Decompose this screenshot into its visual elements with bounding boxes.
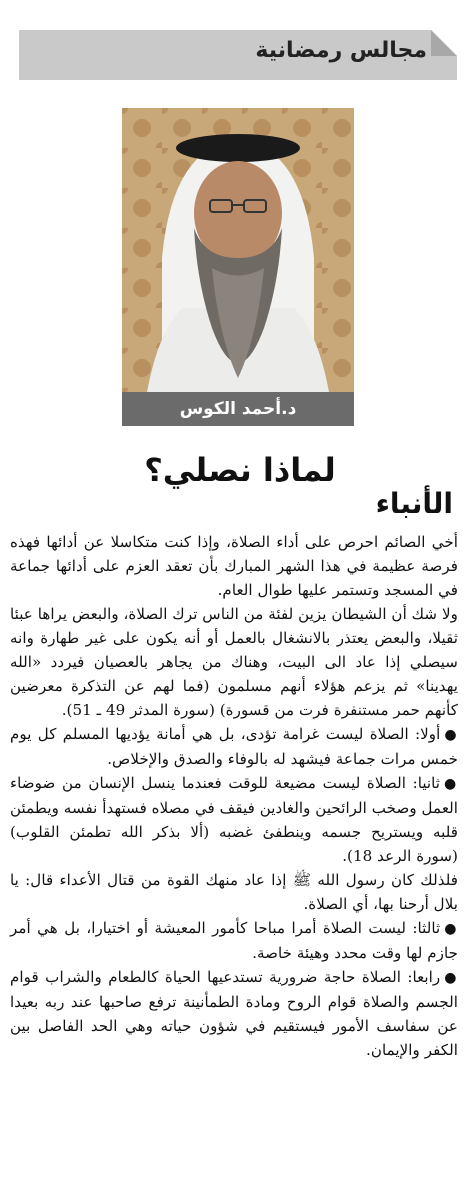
author-photo (122, 108, 354, 426)
list-item (10, 771, 458, 868)
page-fold-icon (431, 30, 457, 56)
point-text: أولا: الصلاة ليست غرامة تؤدى، بل هي أمانة يؤديها المسلم كل يوم خمس مرات جماعة فيشهد له بالوفاء والصدق والإخلاص. (10, 725, 458, 768)
article-body (10, 530, 458, 1062)
author-caption: د.أحمد الكوس (122, 392, 354, 426)
list-item (10, 916, 458, 965)
article-headline: لماذا نصلي؟ (144, 451, 336, 489)
point-text: رابعا: الصلاة حاجة ضرورية تستدعيها الحياة كالطعام والشراب قوام الجسم والصلاة قوام الروح ومادة الطمأنينة ترفع صاحبها عند ربه بعيدا عن سفاسف الأمور فيستقيم في شؤون حياته وهي الحد الفاصل بين الكفر والإيمان. (10, 968, 458, 1059)
bullet-icon: ● (444, 776, 459, 792)
bullet-icon: ● (444, 970, 458, 986)
list-item (10, 722, 458, 771)
list-item (10, 965, 458, 1062)
paragraph: فلذلك كان رسول الله ﷺ إذا عاد منهك القوة من قتال الأعداء قال: يا بلال أرحنا بها، أي الصلاة. (10, 871, 458, 913)
point-text: ثالثا: ليست الصلاة أمرا مباحا كأمور المعيشة أو اختيارا، بل هي أمر جازم لها وقت محدد وهيئة خاصة. (10, 919, 458, 962)
bullet-icon: ● (444, 727, 458, 743)
newspaper-logo-text: الأنباء (375, 487, 453, 520)
newspaper-logo (345, 487, 453, 521)
point-text: ثانيا: الصلاة ليست مضيعة للوقت فعندما ينسل الإنسان من ضوضاء العمل وصخب الرائحين والغادين فيقف في مصلاه فستهدأ نفسه ويطمئن قلبه ويستريح جسمه وينطفئ غضبه (ألا بذكر الله تطمئن القلوب) (سورة الرعد 18). (10, 774, 458, 865)
section-title: مجالس رمضانية (255, 38, 427, 63)
paragraph: أخي الصائم احرص على أداء الصلاة، وإذا كنت متكاسلا عن أدائها فهذه فرصة عظيمة في هذا الشهر المبارك بأن تعقد العزم على أدائها جماعة في المسجد وتستمر عليها طوال العام. (10, 533, 458, 599)
bullet-icon: ● (444, 921, 458, 937)
author-portrait-image (122, 108, 354, 426)
paragraph: ولا شك أن الشيطان يزين لفئة من الناس ترك الصلاة، والبعض يراها عبئا ثقيلا، والبعض يعتذر بالانشغال بالعمل أو أنه يكون على غير طهارة وانه سيصلي إذا عاد الى البيت، وهناك من يجاهر بالعصيان فيردد «الله يهدينا» ثم يزعم هؤلاء أنهم مسلمون (فما لهم عن التذكرة معرضين كأنهم حمر مستنفرة فرت من قسورة) (سورة المدثر 49 ـ 51). (10, 605, 458, 719)
section-banner (19, 30, 457, 80)
